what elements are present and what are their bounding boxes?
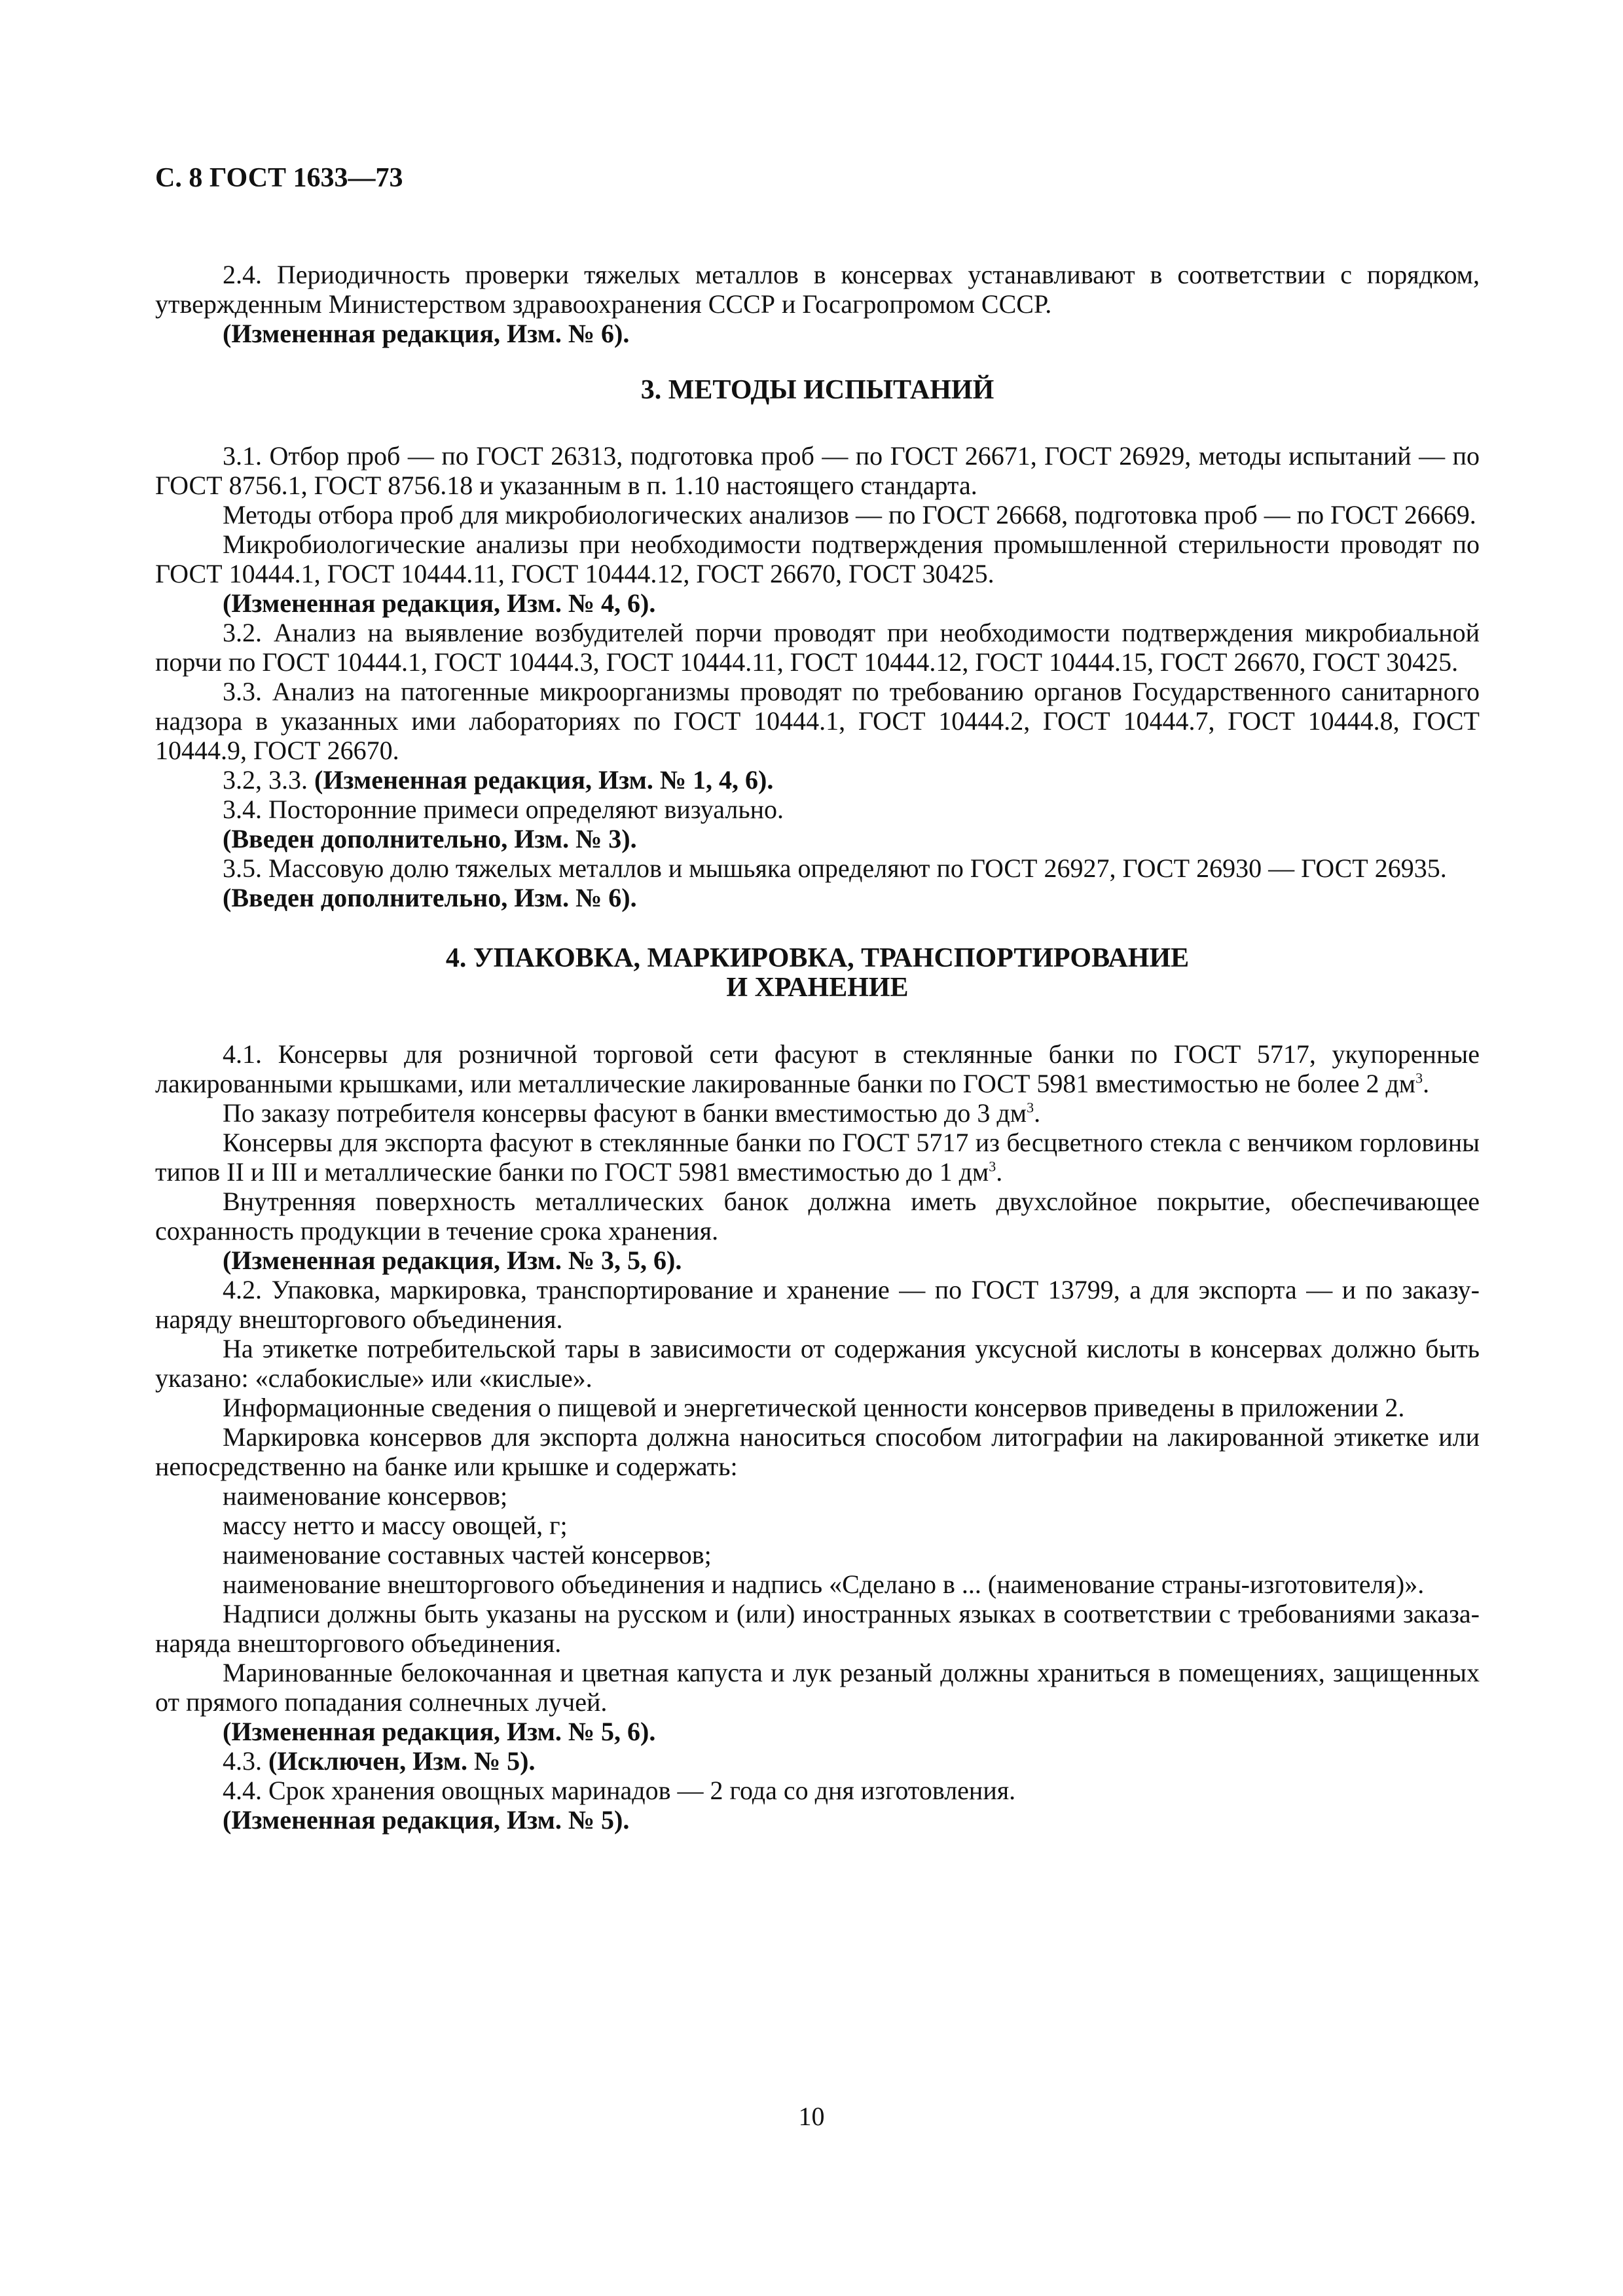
- paragraph-2-4: 2.4. Периодичность проверки тяжелых металлов в консервах устанавливают в соответствии с порядком, утвержденным Министерством здравоохранения СССР и Госагропромом СССР.: [155, 260, 1480, 319]
- amendment-note: (Введен дополнительно, Изм. № 3).: [223, 824, 637, 853]
- amendment-note: (Введен дополнительно, Изм. № 6).: [223, 883, 637, 912]
- amendment-note: (Измененная редакция, Изм. № 3, 5, 6).: [223, 1246, 682, 1275]
- amendment-note: (Измененная редакция, Изм. № 5, 6).: [223, 1717, 656, 1746]
- list-item: наименование внешторгового объединения и надпись «Сделано в ... (наименование страны-изготовителя)».: [223, 1570, 1425, 1599]
- amendment-note: 3.2, 3.3. (Измененная редакция, Изм. № 1, 4, 6).: [223, 765, 774, 795]
- page-number: 10: [798, 2102, 825, 2131]
- paragraph-4-1: 4.1. Консервы для розничной торговой сети фасуют в стеклянные банки по ГОСТ 5717, укупоренные лакированными крышками, или металлические лакированные банки по ГОСТ 5981 вместимостью не более 2 $дм^3$.: [155, 1039, 1480, 1098]
- paragraph-4-2-c: Информационные сведения о пищевой и энергетической ценности консервов приведены в приложении 2.: [223, 1393, 1405, 1422]
- paragraph-4-1-d: Внутренняя поверхность металлических банок должна иметь двухслойное покрытие, обеспечивающее сохранность продукции в течение срока хранения.: [155, 1187, 1480, 1246]
- list-item: наименование консервов;: [223, 1481, 508, 1511]
- paragraph-3-1-b: Методы отбора проб для микробиологических анализов — по ГОСТ 26668, подготовка проб — по ГОСТ 26669.: [223, 500, 1476, 529]
- paragraph-4-3: 4.3. (Исключен, Изм. № 5).: [223, 1746, 536, 1776]
- paragraph-3-5: 3.5. Массовую долю тяжелых металлов и мышьяка определяют по ГОСТ 26927, ГОСТ 26930 — ГОСТ 26935.: [223, 853, 1447, 883]
- section-4-heading: 4. УПАКОВКА, МАРКИРОВКА, ТРАНСПОРТИРОВАНИЕ И ХРАНЕНИЕ: [445, 943, 1190, 1003]
- paragraph-4-2: 4.2. Упаковка, маркировка, транспортирование и хранение — по ГОСТ 13799, а для экспорта — и по заказу-наряду внешторгового объединения.: [155, 1275, 1480, 1334]
- paragraph-4-1-c: Консервы для экспорта фасуют в стеклянные банки по ГОСТ 5717 из бесцветного стекла с венчиком горловины типов II и III и металлические банки по ГОСТ 5981 вместимостью до 1 $дм^3$.: [155, 1128, 1480, 1187]
- paragraph-4-2-b: На этикетке потребительской тары в зависимости от содержания уксусной кислоты в консервах должно быть указано: «слабокислые» или «кислые».: [155, 1334, 1480, 1393]
- running-head: С. 8 ГОСТ 1633—73: [155, 163, 403, 193]
- list-item: наименование составных частей консервов;: [223, 1540, 712, 1570]
- amendment-note: (Измененная редакция, Изм. № 5).: [223, 1805, 630, 1835]
- paragraph-3-4: 3.4. Посторонние примеси определяют визуально.: [223, 795, 784, 824]
- paragraph-3-2: 3.2. Анализ на выявление возбудителей порчи проводят при необходимости подтверждения микробиальной порчи по ГОСТ 10444.1, ГОСТ 10444.3, ГОСТ 10444.11, ГОСТ 10444.12, ГОСТ 10444.15, ГОСТ 26670, ГОСТ 30425.: [155, 618, 1480, 677]
- amendment-note: (Измененная редакция, Изм. № 6).: [223, 319, 630, 348]
- paragraph-3-1-c: Микробиологические анализы при необходимости подтверждения промышленной стерильности проводят по ГОСТ 10444.1, ГОСТ 10444.11, ГОСТ 10444.12, ГОСТ 26670, ГОСТ 30425.: [155, 529, 1480, 588]
- paragraph-4-2-e: Надписи должны быть указаны на русском и (или) иностранных языках в соответствии с требованиями заказа-наряда внешторгового объединения.: [155, 1599, 1480, 1658]
- paragraph-4-1-b: По заказу потребителя консервы фасуют в банки вместимостью до 3 $дм^3$.: [223, 1098, 1041, 1128]
- amendment-note: (Измененная редакция, Изм. № 4, 6).: [223, 588, 656, 618]
- paragraph-3-3: 3.3. Анализ на патогенные микроорганизмы проводят по требованию органов Государственного санитарного надзора в указанных ими лабораториях по ГОСТ 10444.1, ГОСТ 10444.2, ГОСТ 10444.7, ГОСТ 10444.8, ГОСТ 10444.9, ГОСТ 26670.: [155, 677, 1480, 765]
- list-item: массу нетто и массу овощей, г;: [223, 1511, 568, 1540]
- paragraph-3-1: 3.1. Отбор проб — по ГОСТ 26313, подготовка проб — по ГОСТ 26671, ГОСТ 26929, методы испытаний — по ГОСТ 8756.1, ГОСТ 8756.18 и указанным в п. 1.10 настоящего стандарта.: [155, 441, 1480, 500]
- page-content: [155, 164, 1480, 1835]
- paragraph-4-4: 4.4. Срок хранения овощных маринадов — 2 года со дня изготовления.: [223, 1776, 1016, 1805]
- paragraph-4-2-d: Маркировка консервов для экспорта должна наноситься способом литографии на лакированной этикетке или непосредственно на банке или крышке и содержать:: [155, 1422, 1480, 1481]
- section-3-heading: 3. МЕТОДЫ ИСПЫТАНИЙ: [640, 375, 994, 405]
- paragraph-4-2-f: Маринованные белокочанная и цветная капуста и лук резаный должны храниться в помещениях, защищенных от прямого попадания солнечных лучей.: [155, 1658, 1480, 1717]
